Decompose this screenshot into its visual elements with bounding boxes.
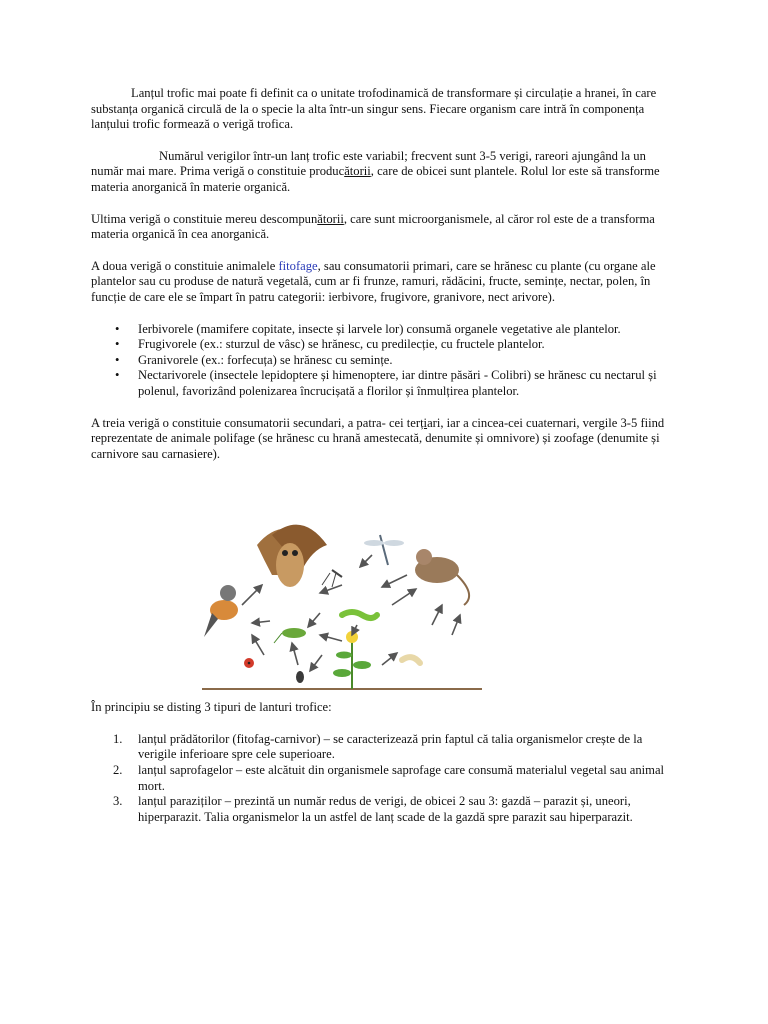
text-run: , care de obicei sunt plantele. Rolul lor este să transforme materia anorganică în materie organică. <box>91 164 660 194</box>
document-body <box>91 86 671 825</box>
fitofage-link[interactable]: fitofage <box>278 258 318 273</box>
text-run: ari, iar a cincea-cei cuaternari, vergile 3-5 fiind reprezentate de animale polifage (se hrănesc cu hrană amestecată, denumite și omnivore) și zoofage (denumite și carnivore sau carnasiere). <box>91 415 665 461</box>
list-item-text: Granivorele (ex.: forfecuța) se hrănesc cu semințe. <box>138 352 393 367</box>
food-web-illustration-icon <box>202 515 482 692</box>
list-item-text: Frugivorele (ex.: sturzul de vâsc) se hrănesc, cu predilecție, cu fructele plantelor. <box>138 337 545 352</box>
underlined-text: ătorii <box>344 164 371 179</box>
text-run: A treia verigă o constituie consumatorii secundari, a patra- cei ter <box>91 415 421 430</box>
paragraph-types-intro: În principiu se disting 3 tipuri de lanturi trofice: <box>91 700 332 715</box>
list-item-text: lanțul prădătorilor (fitofag-carnivor) – se caracterizează prin faptul că talia organismelor crește de la verigile inferioare spre cele superioare. <box>138 731 643 762</box>
paragraph-definition: Lanțul trofic mai poate fi definit ca o unitate trofodinamică de transformare și circulație a hranei, în care substanța organică circulă de la o specie la alta într-un singur sens. Fiecare organism care intră în componența lanțului trofic formează o verigă trofica. <box>91 86 657 132</box>
bullet-icon: • <box>115 352 120 367</box>
list-item <box>91 337 671 353</box>
list-number: 2. <box>113 763 123 778</box>
paragraph-verigi-number <box>91 149 671 196</box>
list-item <box>91 794 671 825</box>
consumer-categories-list <box>91 322 671 400</box>
underlined-text: ătorii <box>317 211 344 226</box>
text-run: , care sunt microorganismele, al căror rol este de a transforma materia organică în cea anorganică. <box>91 211 655 242</box>
list-item <box>91 353 671 369</box>
list-item <box>91 763 671 794</box>
list-item <box>91 322 671 338</box>
bullet-icon: • <box>115 321 120 336</box>
ladybug-icon <box>244 658 254 668</box>
paragraph-last-verigi <box>91 212 671 243</box>
list-item <box>91 732 671 763</box>
food-web-drawing <box>202 515 482 692</box>
paragraph-second-verigi <box>91 259 671 306</box>
list-item-text: Ierbivorele (mamifere copitate, insecte și larvele lor) consumă organele vegetative ale plantelor. <box>138 321 621 336</box>
list-item-text: Nectarivorele (insectele lepidoptere și himenoptere, iar dintre păsări - Colibri) se hrănesc cu nectarul și polenul, favorizând polenizarea încrucișată a florilor și înmulțirea plantelor. <box>138 368 657 398</box>
list-item-text: lanțul paraziților – prezintă un număr redus de verigi, de obicei 2 sau 3: gazdă – parazit și, uneori, hiperparazit. Talia organismelor la un astfel de lanț scade de la gazdă spre parazit sau hiperparazit. <box>138 794 633 824</box>
list-item <box>91 368 671 399</box>
list-number: 1. <box>113 731 123 746</box>
food-chain-types-list <box>91 732 671 826</box>
text-run: A doua verigă o constituie animalele <box>91 258 279 273</box>
paragraph-third-verigi <box>91 416 671 463</box>
list-item-text: lanțul saprofagelor – este alcătuit din organismele saprofage care consumă materialul vegetal sau animal mort. <box>138 763 665 793</box>
beetle-icon <box>296 671 304 683</box>
text-run: Ultima verigă o constituie mereu descompun <box>91 211 318 226</box>
underlined-text: ți <box>420 415 428 430</box>
bullet-icon: • <box>115 368 120 383</box>
list-number: 3. <box>113 794 123 809</box>
text-run: Numărul verigilor într-un lanț trofic este variabil; frecvent sunt 3-5 verigi, rareori ajungând la un număr mai mare. Prima verigă o constituie produc <box>91 148 646 179</box>
bullet-icon: • <box>115 337 120 352</box>
text-run: , sau consumatorii primari, care se hrănesc cu plante (cu organe ale plantelor sau cu produse de natură vegetală, cum ar fi frunze, ramuri, rădăcini, fructe, semințe, nectar, polen, în funcție de care ele se împart în patru categorii: ierbivore, frugivore, granivore, nect arivore). <box>91 258 656 304</box>
